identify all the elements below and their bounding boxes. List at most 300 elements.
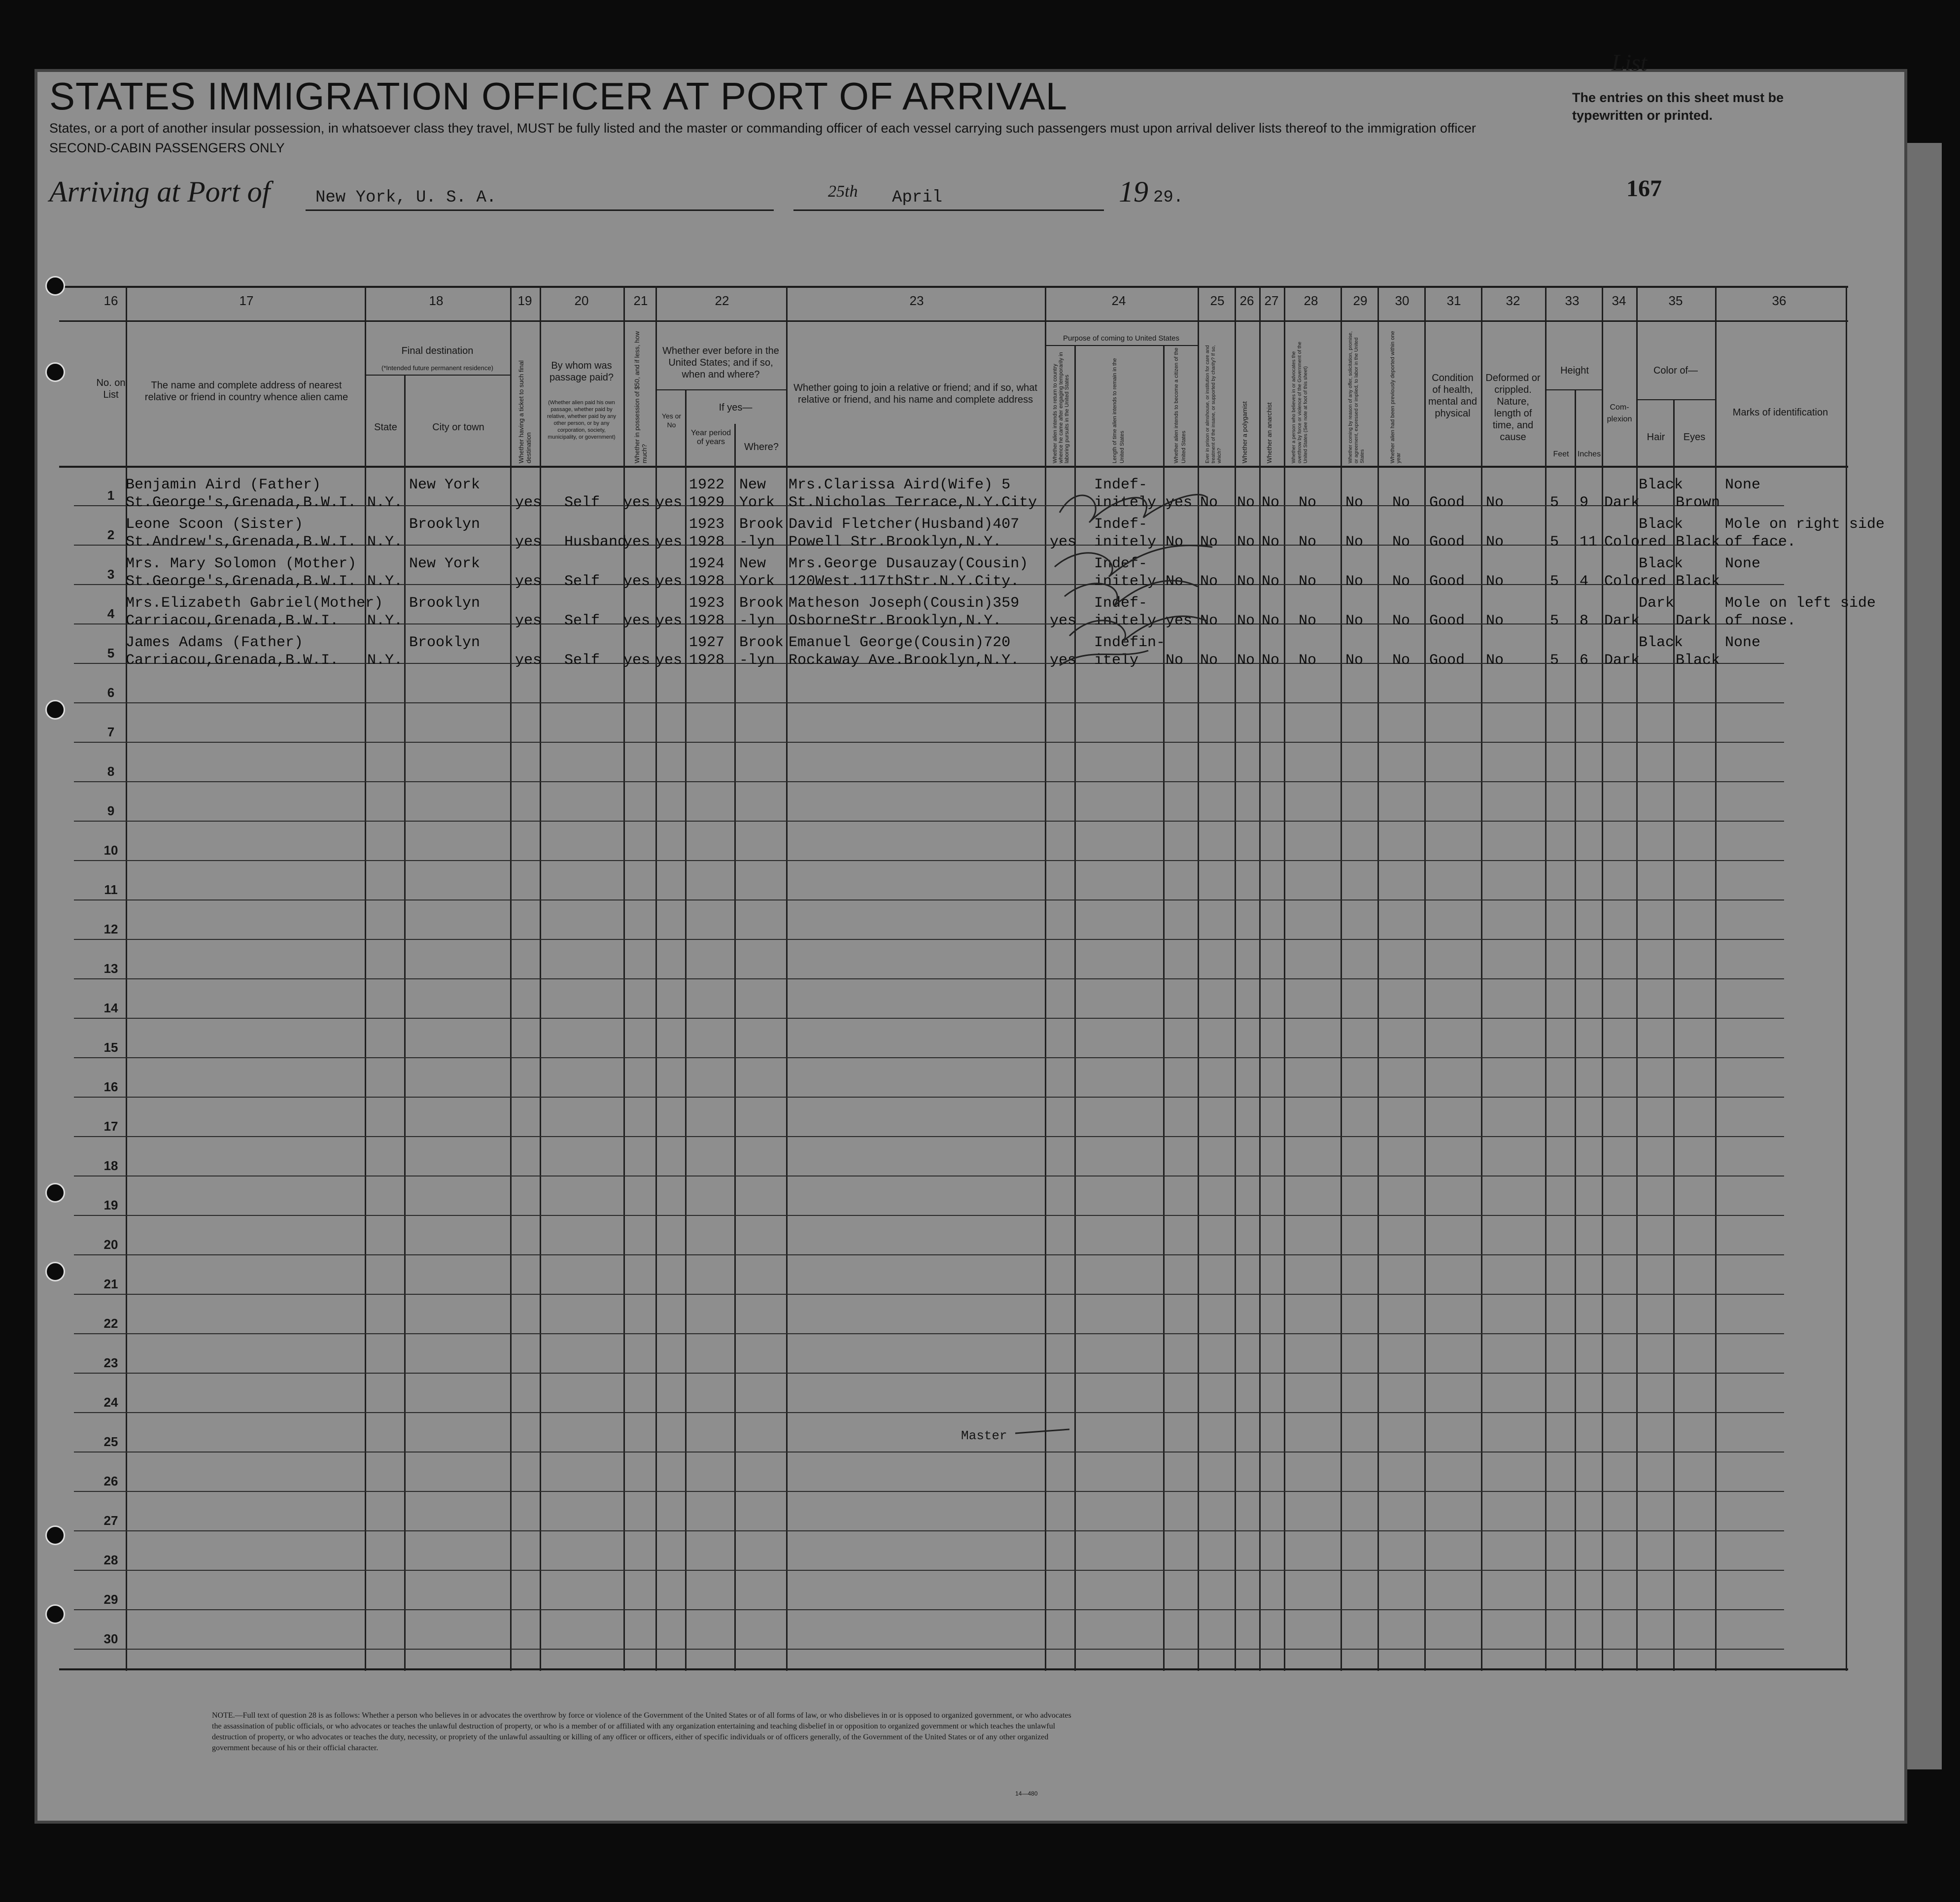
col-num-19: 19 [517, 293, 532, 308]
head-eyes: Eyes [1683, 432, 1706, 443]
col-num-28: 28 [1304, 293, 1318, 308]
cell-p-length1: Indef- [1094, 555, 1148, 572]
row-line [74, 1649, 1784, 1650]
row-line [74, 1097, 1784, 1098]
row-line [74, 1294, 1784, 1295]
cell-eyes: Black [1676, 534, 1720, 551]
cell-money: yes [623, 652, 651, 669]
cell-ticket: yes [515, 652, 542, 669]
cell-where1: Brook [739, 516, 784, 533]
cell-feet: 5 [1550, 573, 1559, 590]
cell-marks: None [1725, 634, 1761, 651]
cell-join2: Powell Str.Brooklyn,N.Y. [789, 534, 1002, 551]
head-ticket: Whether having a ticket to such final destination [517, 360, 532, 463]
cell-paid: Husband [564, 534, 627, 551]
list-label: List [1612, 50, 1648, 76]
cell-hair: Black [1639, 477, 1684, 493]
row-number: 21 [103, 1277, 118, 1291]
cell-join1: Mrs.George Dusauzay(Cousin) [789, 555, 1029, 572]
cell-state: N.Y. [367, 652, 403, 669]
cell-before: yes [655, 613, 683, 629]
cell-join1: Mrs.Clarissa Aird(Wife) 5 [789, 477, 1011, 493]
cell-join2: Rockaway Ave.Brooklyn,N.Y. [789, 652, 1020, 669]
row-line [74, 1254, 1784, 1255]
cell-join1: Emanuel George(Cousin)720 [789, 634, 1011, 651]
cell-before: yes [655, 573, 683, 590]
row-number: 11 [104, 882, 118, 897]
cell-citizen: No [1166, 652, 1184, 669]
cell-p-length2: initely [1094, 534, 1157, 551]
header-sub-rule [655, 389, 786, 390]
cell-marks2: of nose. [1725, 613, 1796, 629]
cell-health: Good [1429, 573, 1465, 590]
day-value: 25th [828, 182, 858, 201]
row-number: 28 [103, 1553, 118, 1567]
cell-city: Brooklyn [409, 595, 481, 612]
cell-contract: No [1345, 613, 1364, 629]
col-line [1575, 389, 1576, 1671]
manifest-sheet [34, 69, 1907, 1824]
row-number: 24 [103, 1395, 118, 1410]
cell-anarch: No [1262, 613, 1280, 629]
row-number: 1 [107, 488, 115, 503]
cell-ticket: yes [515, 613, 542, 629]
row-line [74, 978, 1784, 979]
header-sub-rule [1045, 345, 1198, 346]
cell-ticket: yes [515, 573, 542, 590]
cell-rel2: Carriacou,Grenada,B.W.I. [126, 613, 339, 629]
row-number: 27 [103, 1513, 118, 1528]
cell-paid: Self [564, 573, 600, 590]
head-if-yes: If yes— [719, 402, 753, 413]
head-period: Year period of years [690, 429, 731, 446]
cell-anarch: No [1262, 534, 1280, 551]
cell-health: Good [1429, 613, 1465, 629]
row-number: 2 [107, 527, 115, 542]
cell-hair: Black [1639, 634, 1684, 651]
col-num-33: 33 [1565, 293, 1580, 308]
cell-feet: 5 [1550, 494, 1559, 511]
head-money: Whether in possession of $50, and if less, how much? [633, 331, 648, 463]
head-joining: Whether going to join a relative or friend; and if so, what relative or friend, and his name and complete address [793, 382, 1037, 405]
head-final-destination: Final destination [401, 346, 474, 356]
col-num-29: 29 [1353, 293, 1368, 308]
head-marks: Marks of identification [1732, 407, 1828, 418]
cell-prison: No [1200, 494, 1218, 511]
head-purpose-return: Whether alien intends to return to country whence he came after engaging temporarily in laboring pursuits in the United States [1052, 352, 1070, 463]
row-number: 7 [107, 725, 115, 739]
cell-before: yes [655, 652, 683, 669]
cell-prison: No [1200, 573, 1218, 590]
cell-rel2: St.George's,Grenada,B.W.I. [126, 573, 357, 590]
cell-money: yes [623, 613, 651, 629]
head-inches: Inches [1577, 450, 1601, 458]
row-line [74, 860, 1784, 861]
binder-hole [45, 700, 65, 720]
cell-p-length2: initely [1094, 494, 1157, 511]
cell-inches: 11 [1580, 534, 1598, 551]
head-relative: The name and complete address of nearest relative or friend in country whence alien came [144, 380, 348, 403]
head-final-destination-sub: (*Intended future permanent residence) [381, 364, 493, 372]
cell-paid: Self [564, 652, 600, 669]
cell-complexion: Colored [1604, 573, 1667, 590]
row-line [74, 1018, 1784, 1019]
head-before: Whether ever before in the United States; and if so, when and where? [662, 346, 779, 380]
cell-marks2: of face. [1725, 534, 1796, 551]
row-number: 22 [103, 1316, 118, 1331]
master-label: Master [961, 1428, 1007, 1443]
cell-city: Brooklyn [409, 634, 481, 651]
port-value: New York, U. S. A. [315, 188, 497, 207]
cell-prison: No [1200, 534, 1218, 551]
cell-anarch: No [1262, 652, 1280, 669]
cell-period1: 1922 [689, 477, 725, 493]
head-anarchist: Whether an anarchist [1266, 402, 1273, 463]
cell-contract: No [1345, 534, 1364, 551]
header-class: SECOND-CABIN PASSENGERS ONLY [49, 140, 285, 155]
cell-citizen: No [1166, 573, 1184, 590]
cell-city: New York [409, 477, 481, 493]
head-prison: Ever in prison or almshouse, or institution for care and treatment of the insane, or supported by charity? If so, which? [1205, 345, 1222, 463]
col-num-32: 32 [1506, 293, 1520, 308]
head-overthrow: Whether a person who believes in or advocates the overthrow by force or violence of the Government of the United States (See note at foot of this sheet) [1291, 342, 1308, 463]
cell-period2: 1928 [689, 613, 725, 629]
cell-p-length2: initely [1094, 573, 1157, 590]
row-number: 6 [107, 685, 115, 700]
row-number: 19 [103, 1198, 118, 1212]
cell-inches: 9 [1580, 494, 1589, 511]
row-line [74, 1412, 1784, 1413]
header-bottom-border [59, 466, 1848, 468]
cell-inches: 4 [1580, 573, 1589, 590]
cell-ticket: yes [515, 534, 542, 551]
head-polygamist: Whether a polygamist [1241, 401, 1248, 463]
col-num-25: 25 [1210, 293, 1225, 308]
cell-marks: Mole on left side [1725, 595, 1876, 612]
cell-where1: Brook [739, 595, 784, 612]
binder-hole [45, 1183, 65, 1203]
head-where: Where? [744, 442, 779, 452]
cell-period1: 1923 [689, 516, 725, 533]
row-line [74, 702, 1784, 703]
cell-join1: Matheson Joseph(Cousin)359 [789, 595, 1020, 612]
cell-rel1: Mrs.Elizabeth Gabriel(Mother) [126, 595, 383, 612]
cell-p-length2: itely [1094, 652, 1139, 669]
colnum-border [59, 320, 1848, 322]
cell-join2: St.Nicholas Terrace,N.Y.City [789, 494, 1037, 511]
col-num-22: 22 [715, 293, 729, 308]
cell-health: Good [1429, 494, 1465, 511]
cell-deported: No [1392, 573, 1410, 590]
table-bottom-border [59, 1668, 1848, 1670]
col-num-26: 26 [1239, 293, 1254, 308]
row-line [74, 1373, 1784, 1374]
cell-complexion: Dark [1604, 613, 1640, 629]
cell-state: N.Y. [367, 494, 403, 511]
row-number: 15 [103, 1040, 118, 1055]
cell-where2: York [739, 494, 775, 511]
cell-rel1: Mrs. Mary Solomon (Mother) [126, 555, 357, 572]
cell-polyg: No [1237, 573, 1255, 590]
col-num-23: 23 [909, 293, 924, 308]
cell-inches: 6 [1580, 652, 1589, 669]
date-underline [793, 209, 1104, 211]
header-instruction: States, or a port of another insular possession, in whatsoever class they travel, MUST be fully listed and the master or commanding officer of each vessel carrying such passengers must upon arrival deliver lists thereof to the immigration officer [49, 121, 1476, 136]
cell-overthrow: No [1299, 494, 1317, 511]
cell-anarch: No [1262, 573, 1280, 590]
cell-p-a: yes [1050, 534, 1077, 551]
cell-citizen: No [1166, 534, 1184, 551]
col-num-20: 20 [574, 293, 589, 308]
cell-paid: Self [564, 494, 600, 511]
cell-state: N.Y. [367, 613, 403, 629]
row-line [74, 1215, 1784, 1216]
cell-period2: 1929 [689, 494, 725, 511]
row-number: 20 [103, 1237, 118, 1252]
cell-p-a: yes [1050, 613, 1077, 629]
cell-inches: 8 [1580, 613, 1589, 629]
cell-period2: 1928 [689, 573, 725, 590]
binder-hole [45, 362, 65, 382]
cell-deformed: No [1486, 613, 1504, 629]
row-line [74, 899, 1784, 900]
cell-marks: Mole on right side [1725, 516, 1885, 533]
head-passage: By whom was passage paid? [549, 360, 614, 383]
cell-rel2: St.George's,Grenada,B.W.I. [126, 494, 357, 511]
cell-where1: New [739, 477, 766, 493]
row-line [74, 1530, 1784, 1531]
cell-period2: 1928 [689, 534, 725, 551]
cell-eyes: Black [1676, 573, 1720, 590]
cell-deformed: No [1486, 494, 1504, 511]
cell-deported: No [1392, 534, 1410, 551]
cell-rel2: St.Andrew's,Grenada,B.W.I. [126, 534, 357, 551]
officer-signature [1050, 473, 1227, 680]
cell-p-a: yes [1050, 652, 1077, 669]
cell-contract: No [1345, 652, 1364, 669]
row-number: 23 [103, 1355, 118, 1370]
row-number: 26 [103, 1474, 118, 1488]
cell-complexion: Colored [1604, 534, 1667, 551]
cell-where1: Brook [739, 634, 784, 651]
row-number: 5 [107, 646, 115, 660]
cell-join1: David Fletcher(Husband)407 [789, 516, 1020, 533]
binder-hole [45, 1262, 65, 1281]
cell-hair: Black [1639, 555, 1684, 572]
row-line [74, 1136, 1784, 1137]
year-prefix: 19 [1119, 175, 1148, 208]
year-suffix: 29. [1153, 188, 1184, 207]
row-number: 14 [103, 1001, 118, 1015]
page-title: STATES IMMIGRATION OFFICER AT PORT OF ARRIVAL [49, 74, 1068, 118]
cell-prison: No [1200, 652, 1218, 669]
cell-health: Good [1429, 652, 1465, 669]
head-deformed: Deformed or crippled. Nature, length of time, and cause [1485, 373, 1541, 443]
cell-polyg: No [1237, 534, 1255, 551]
cell-contract: No [1345, 494, 1364, 511]
cell-overthrow: No [1299, 652, 1317, 669]
row-number: 25 [103, 1434, 118, 1449]
head-state: State [374, 422, 397, 433]
cell-deformed: No [1486, 652, 1504, 669]
cell-eyes: Dark [1676, 613, 1712, 629]
row-number: 17 [103, 1119, 118, 1134]
binder-hole [45, 276, 65, 296]
head-complexion: Com-plexion [1607, 403, 1632, 423]
cell-city: New York [409, 555, 481, 572]
header-sub-rule [365, 375, 510, 376]
col-line [1673, 399, 1675, 1671]
col-num-17: 17 [239, 293, 254, 308]
cell-money: yes [623, 534, 651, 551]
cell-p-length1: Indef- [1094, 516, 1148, 533]
cell-p-length1: Indef- [1094, 595, 1148, 612]
cell-citizen: yes [1166, 613, 1193, 629]
head-city: City or town [432, 422, 484, 433]
cell-before: yes [655, 534, 683, 551]
cell-p-length1: Indef- [1094, 477, 1148, 493]
row-number: 29 [103, 1592, 118, 1607]
head-passage-sub: (Whether alien paid his own passage, whether paid by relative, whether paid by any other person, or by any corporation, society, municipality, or government) [547, 400, 617, 440]
head-no-on-list: No. on List [96, 378, 126, 400]
col-num-27: 27 [1264, 293, 1279, 308]
cell-where2: -lyn [739, 534, 775, 551]
row-line [74, 1609, 1784, 1610]
cell-period1: 1924 [689, 555, 725, 572]
cell-ticket: yes [515, 494, 542, 511]
cell-state: N.Y. [367, 534, 403, 551]
head-height: Height [1560, 365, 1589, 376]
cell-complexion: Dark [1604, 652, 1640, 669]
row-line [74, 781, 1784, 782]
cell-where1: New [739, 555, 766, 572]
cell-period2: 1928 [689, 652, 725, 669]
col-num-21: 21 [633, 293, 648, 308]
cell-join2: OsborneStr.Brooklyn,N.Y. [789, 613, 1002, 629]
cell-before: yes [655, 494, 683, 511]
binder-hole [45, 1525, 65, 1545]
month-value: April [892, 188, 943, 207]
head-purpose-citizen: Whether alien intends to become a citizen of the United States [1173, 347, 1187, 463]
cell-citizen: yes [1166, 494, 1193, 511]
head-feet: Feet [1553, 450, 1569, 458]
cell-period1: 1923 [689, 595, 725, 612]
row-line [74, 1057, 1784, 1058]
head-contract: Whether coming by reason of any offer, solicitation, promise, or agreement, expressed or implied, to labor in the United States [1348, 331, 1365, 463]
col-line [404, 375, 406, 1671]
col-line [685, 389, 687, 1671]
cell-period1: 1927 [689, 634, 725, 651]
row-line [74, 1333, 1784, 1334]
cell-deformed: No [1486, 573, 1504, 590]
cell-health: Good [1429, 534, 1465, 551]
cell-prison: No [1200, 613, 1218, 629]
list-note: The entries on this sheet must be typewritten or printed. [1572, 90, 1784, 123]
cell-where2: -lyn [739, 652, 775, 669]
cell-rel1: Benjamin Aird (Father) [126, 477, 321, 493]
cell-overthrow: No [1299, 573, 1317, 590]
header-sub-rule [1636, 399, 1715, 400]
cell-rel1: James Adams (Father) [126, 634, 304, 651]
cell-marks: None [1725, 477, 1761, 493]
cell-deported: No [1392, 613, 1410, 629]
cell-polyg: No [1237, 652, 1255, 669]
footnote: NOTE.—Full text of question 28 is as follows: Whether a person who believes in or advocates the overthrow by force or violence of the Government of the United States or of all forms of law, or who disbelieves in or is opposed to organized government, or who advocates the assassination of public officials, or who advocates or teaches the unlawful destruction of property, or who is a member of or affiliated with any organization entertaining and teaching disbelief in or opposition to organized government or which teaches the unlawful destruction of property, or who advocates or teaches the duty, necessity, or propriety of the unlawful assaulting or killing of any officer or officers, either of specific individuals or of officers generally, of the Government of the United States or of any other organized government because of his or their official character. [212, 1711, 1071, 1752]
row-number: 13 [103, 961, 118, 976]
col-line [1846, 286, 1847, 1671]
row-line [74, 1491, 1784, 1492]
binder-hole [45, 1604, 65, 1624]
cell-join2: 120West.117thStr.N.Y.City. [789, 573, 1020, 590]
cell-polyg: No [1237, 613, 1255, 629]
cell-deported: No [1392, 652, 1410, 669]
cell-city: Brooklyn [409, 516, 481, 533]
cell-hair: Black [1639, 516, 1684, 533]
head-yes-no: Yes or No [661, 412, 682, 429]
port-underline [306, 209, 774, 211]
col-num-35: 35 [1668, 293, 1683, 308]
cell-eyes: Brown [1676, 494, 1720, 511]
row-line [74, 1570, 1784, 1571]
row-number: 3 [107, 567, 115, 582]
cell-anarch: No [1262, 494, 1280, 511]
arriving-label: Arriving at Port of [49, 175, 271, 208]
col-line [734, 424, 736, 1671]
head-deported: Whether alien had been previously deported within one year [1390, 331, 1402, 463]
form-code: 14—480 [1015, 1790, 1038, 1797]
cell-overthrow: No [1299, 534, 1317, 551]
row-line [74, 821, 1784, 822]
header-sub-rule [1545, 389, 1602, 390]
cell-where2: -lyn [739, 613, 775, 629]
cell-polyg: No [1237, 494, 1255, 511]
cell-money: yes [623, 573, 651, 590]
cell-deformed: No [1486, 534, 1504, 551]
row-number: 9 [107, 803, 115, 818]
table-top-border [59, 286, 1848, 288]
col-num-18: 18 [429, 293, 444, 308]
col-num-16: 16 [103, 293, 118, 308]
head-purpose: Purpose of coming to United States [1063, 334, 1179, 343]
cell-contract: No [1345, 573, 1364, 590]
head-hair: Hair [1647, 432, 1665, 443]
row-number: 18 [103, 1158, 118, 1173]
cell-p-length2: initely [1094, 613, 1157, 629]
row-number: 10 [103, 843, 118, 858]
cell-feet: 5 [1550, 534, 1559, 551]
cell-feet: 5 [1550, 652, 1559, 669]
head-color-of: Color of— [1653, 365, 1698, 376]
cell-money: yes [623, 494, 651, 511]
page-number: 167 [1626, 175, 1662, 202]
row-number: 4 [107, 606, 115, 621]
row-number: 12 [103, 922, 118, 936]
row-line [74, 939, 1784, 940]
cell-deported: No [1392, 494, 1410, 511]
head-health: Condition of health, mental and physical [1428, 373, 1477, 419]
row-number: 16 [103, 1079, 118, 1094]
row-number: 8 [107, 764, 115, 779]
cell-hair: Dark [1639, 595, 1675, 612]
col-num-36: 36 [1772, 293, 1787, 308]
cell-rel2: Carriacou,Grenada,B.W.I. [126, 652, 339, 669]
row-number: 30 [103, 1631, 118, 1646]
cell-complexion: Dark [1604, 494, 1640, 511]
cell-rel1: Leone Scoon (Sister) [126, 516, 304, 533]
cell-state: N.Y. [367, 573, 403, 590]
cell-where2: York [739, 573, 775, 590]
col-num-30: 30 [1395, 293, 1410, 308]
